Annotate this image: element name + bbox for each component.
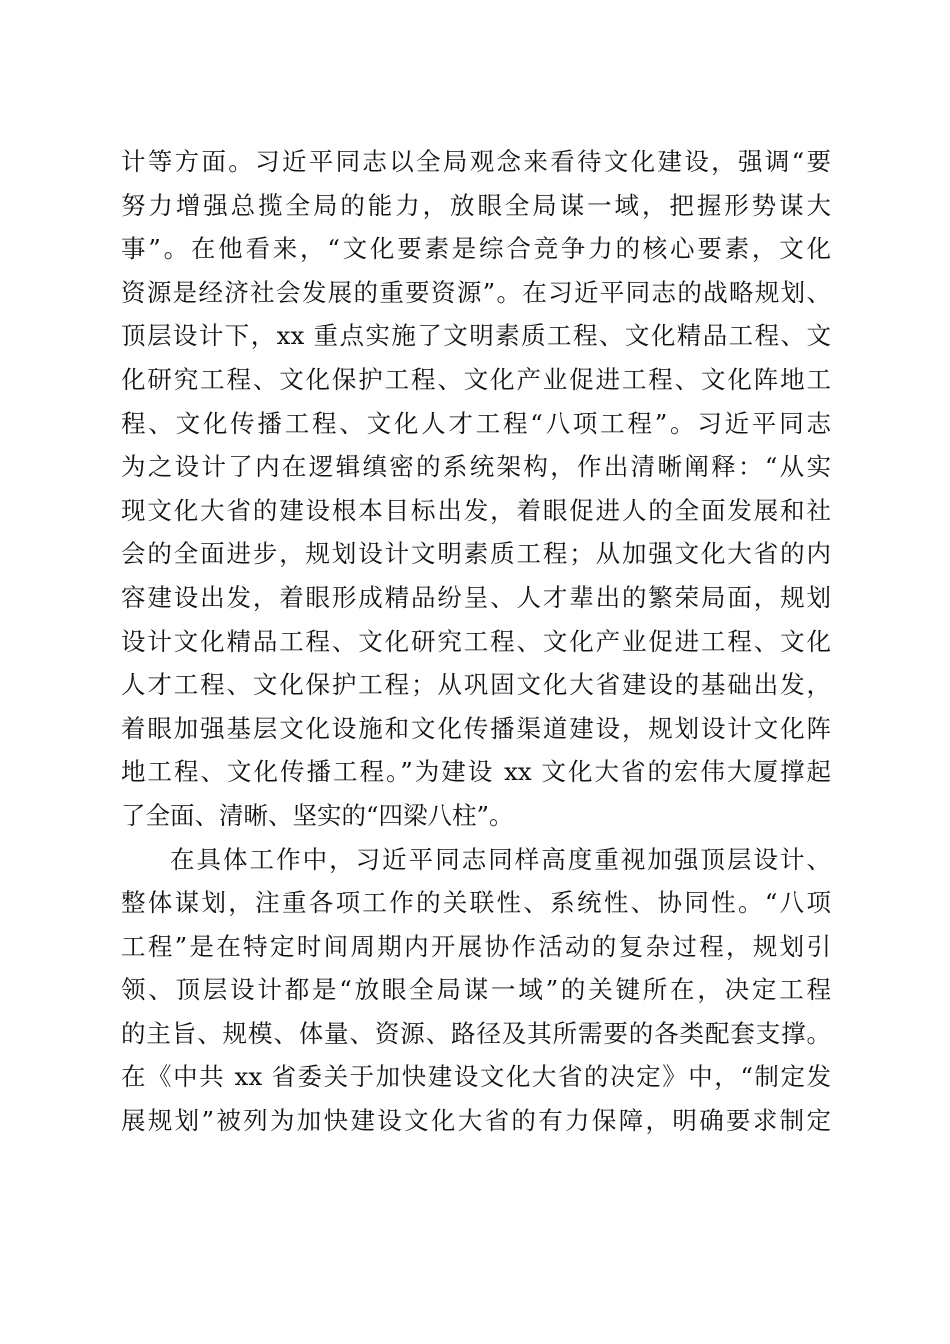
text-line: 地工程、文化传播工程。”为建设 xx 文化大省的宏伟大厦撑起 [121, 757, 831, 787]
text-line: 的主旨、规模、体量、资源、路径及其所需要的各类配套支撑。 [121, 1018, 831, 1048]
text-line: 在《中共 xx 省委关于加快建设文化大省的决定》中，“制定发 [121, 1062, 831, 1092]
text-line: 计等方面。习近平同志以全局观念来看待文化建设，强调“要 [121, 147, 831, 176]
text-line: 整体谋划，注重各项工作的关联性、系统性、协同性。“八项 [121, 888, 831, 918]
paragraph-2 [121, 838, 831, 1143]
text-line: 程、文化传播工程、文化人才工程“八项工程”。习近平同志 [121, 408, 831, 438]
text-line: 容建设出发，着眼形成精品纷呈、人才辈出的繁荣局面，规划 [121, 582, 831, 612]
text-line: 会的全面进步，规划设计文明素质工程；从加强文化大省的内 [121, 539, 831, 569]
document-body [121, 140, 831, 1143]
text-line: 资源是经济社会发展的重要资源”。在习近平同志的战略规划、 [121, 277, 831, 307]
text-line: 人才工程、文化保护工程；从巩固文化大省建设的基础出发， [121, 670, 831, 700]
text-line: 顶层设计下，xx 重点实施了文明素质工程、文化精品工程、文 [121, 321, 831, 351]
text-line: 领、顶层设计都是“放眼全局谋一域”的关键所在，决定工程 [121, 975, 831, 1005]
text-line: 努力增强总揽全局的能力，放眼全局谋一域，把握形势谋大 [121, 190, 831, 220]
text-line: 为之设计了内在逻辑缜密的系统架构，作出清晰阐释：“从实 [121, 452, 831, 482]
text-line: 事”。在他看来，“文化要素是综合竞争力的核心要素，文化 [121, 234, 831, 264]
text-line: 现文化大省的建设根本目标出发，着眼促进人的全面发展和社 [121, 495, 831, 525]
text-line: 着眼加强基层文化设施和文化传播渠道建设，规划设计文化阵 [121, 713, 831, 743]
paragraph-1 [121, 140, 831, 838]
text-line: 设计文化精品工程、文化研究工程、文化产业促进工程、文化 [121, 626, 831, 656]
text-line: 展规划”被列为加快建设文化大省的有力保障，明确要求制定 [121, 1106, 831, 1136]
text-line: 化研究工程、文化保护工程、文化产业促进工程、文化阵地工 [121, 364, 831, 394]
text-line: 了全面、清晰、坚实的“四梁八柱”。 [121, 800, 514, 830]
text-line: 在具体工作中，习近平同志同样高度重视加强顶层设计、 [170, 844, 831, 874]
text-line: 工程”是在特定时间周期内开展协作活动的复杂过程，规划引 [121, 931, 831, 961]
